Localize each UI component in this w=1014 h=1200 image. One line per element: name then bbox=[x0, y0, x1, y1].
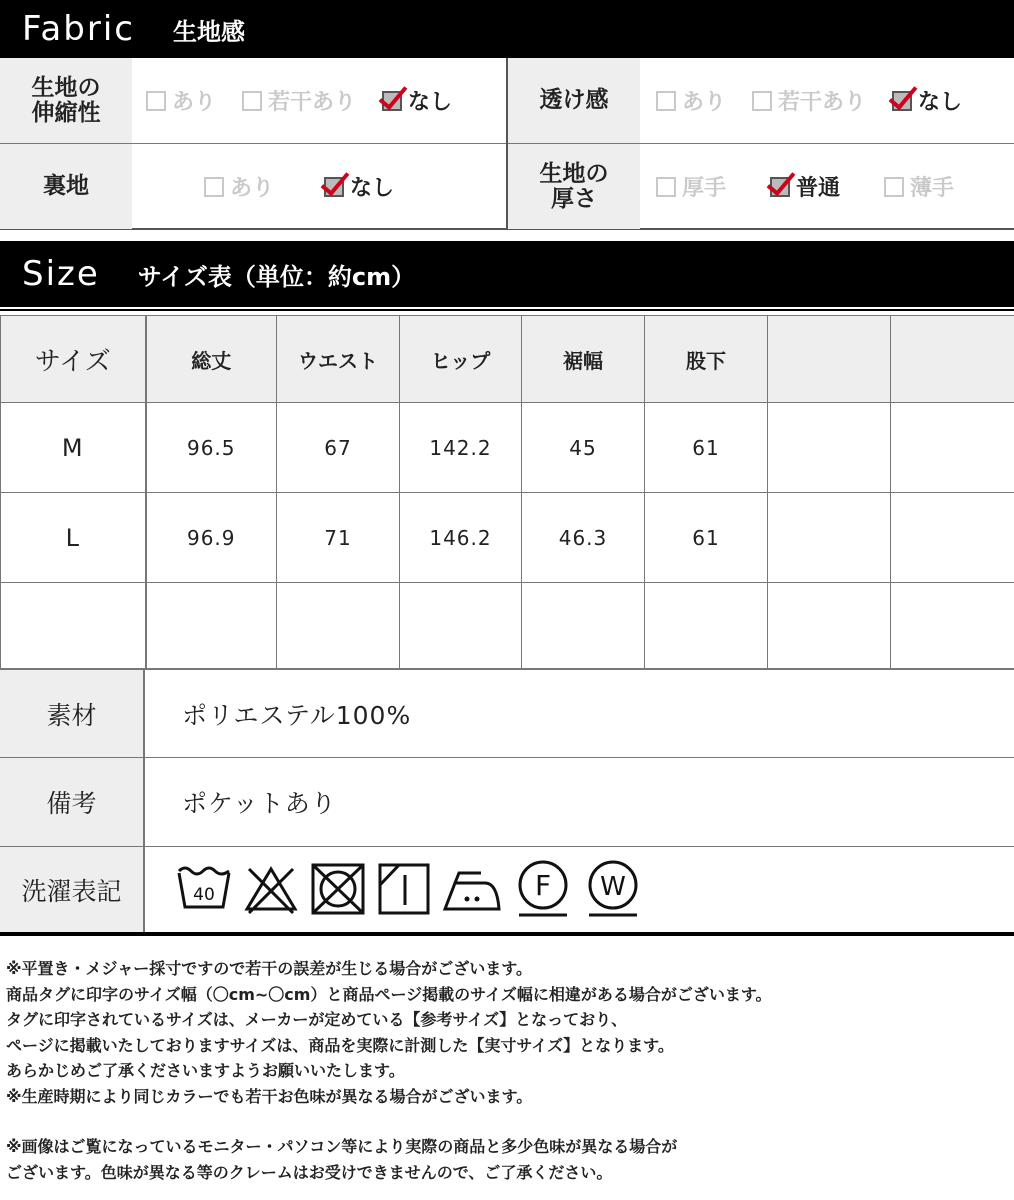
checked-box-icon bbox=[892, 91, 912, 111]
iron-medium-icon bbox=[441, 861, 503, 917]
note-line: あらかじめご了承くださいますようお願いいたします。 bbox=[6, 1061, 405, 1080]
checkbox-icon bbox=[656, 91, 676, 111]
thickness-option-3 bbox=[884, 171, 954, 202]
fabric-title-jp: 生地感 bbox=[172, 17, 245, 46]
size-value-cell: 45 bbox=[522, 403, 645, 493]
lining-option-2 bbox=[324, 171, 394, 202]
note-line: タグに印字されているサイズは、メーカーが定めている【参考サイズ】となっており、 bbox=[6, 1010, 628, 1029]
material-row bbox=[0, 668, 1014, 757]
size-header-cell: ウエスト bbox=[277, 316, 400, 403]
sheer-option-label: なし bbox=[918, 90, 963, 115]
table-row bbox=[1, 493, 1014, 583]
thickness-options bbox=[656, 144, 954, 229]
checkbox-icon bbox=[656, 177, 676, 197]
checkbox-icon bbox=[242, 91, 262, 111]
remarks-label: 備考 bbox=[0, 758, 145, 846]
size-value-cell bbox=[891, 403, 1014, 493]
size-value-cell: 67 bbox=[277, 403, 400, 493]
note-line: ございます。色味が異なる等のクレームはお受けできませんので、ご了承ください。 bbox=[6, 1162, 613, 1182]
lining-option-label: あり bbox=[230, 176, 275, 201]
size-header-cell: サイズ bbox=[1, 316, 146, 403]
stretch-label: 生地の 伸縮性 bbox=[0, 58, 132, 143]
checked-box-icon bbox=[324, 177, 344, 197]
remarks-row bbox=[0, 757, 1014, 846]
fabric-header bbox=[0, 0, 1014, 58]
lining-option-1 bbox=[204, 171, 274, 202]
size-value-cell bbox=[645, 583, 768, 670]
size-name-cell bbox=[1, 583, 146, 670]
thickness-option-label: 普通 bbox=[796, 176, 841, 201]
stretch-option-1 bbox=[146, 85, 216, 116]
lining-label: 裏地 bbox=[0, 144, 132, 229]
size-value-cell: 96.5 bbox=[146, 403, 277, 493]
material-value: ポリエステル100% bbox=[182, 700, 412, 730]
svg-text:W: W bbox=[600, 872, 626, 902]
stretch-option-label: あり bbox=[172, 90, 217, 115]
note-line: 商品タグに印字のサイズ幅（〇cm~〇cm）と商品ページ掲載のサイズ幅に相違がある場合がございます。 bbox=[6, 984, 772, 1004]
care-label: 洗濯表記 bbox=[0, 847, 145, 932]
size-header-cell bbox=[768, 316, 891, 403]
size-header-cell: 股下 bbox=[645, 316, 768, 403]
thickness-option-label: 厚手 bbox=[682, 176, 727, 201]
size-value-cell: 96.9 bbox=[146, 493, 277, 583]
svg-text:F: F bbox=[534, 869, 552, 902]
size-value-cell: 71 bbox=[277, 493, 400, 583]
size-value-cell bbox=[768, 493, 891, 583]
size-name-cell: M bbox=[1, 403, 146, 493]
line-dry-shade-icon bbox=[377, 861, 431, 917]
size-header-cell: 総丈 bbox=[146, 316, 277, 403]
lining-option-label: なし bbox=[350, 176, 395, 201]
care-icons bbox=[175, 859, 643, 919]
table-row bbox=[1, 403, 1014, 493]
wash-temp: 40 bbox=[193, 885, 215, 905]
stretch-option-2 bbox=[242, 85, 356, 116]
remarks-value: ポケットあり bbox=[182, 789, 337, 818]
size-value-cell bbox=[522, 583, 645, 670]
fabric-title-en: Fabric bbox=[22, 9, 135, 49]
size-value-cell: 146.2 bbox=[400, 493, 522, 583]
note-line: ※平置き・メジャー採寸ですので若干の誤差が生じる場合がございます。 bbox=[6, 959, 532, 978]
size-header-cell: 裾幅 bbox=[522, 316, 645, 403]
checked-box-icon bbox=[382, 91, 402, 111]
stretch-option-3 bbox=[382, 85, 452, 116]
fabric-grid bbox=[0, 58, 1014, 230]
sheer-option-label: 若干あり bbox=[778, 90, 867, 115]
size-title-en: Size bbox=[22, 254, 100, 294]
size-header-cell bbox=[891, 316, 1014, 403]
size-value-cell: 46.3 bbox=[522, 493, 645, 583]
size-table bbox=[0, 315, 1014, 670]
checkbox-icon bbox=[204, 177, 224, 197]
thickness-option-2 bbox=[770, 171, 840, 202]
sheer-label: 透け感 bbox=[508, 58, 640, 143]
size-header bbox=[0, 241, 1014, 311]
checkbox-icon bbox=[884, 177, 904, 197]
size-value-cell bbox=[891, 493, 1014, 583]
sheer-option-label: あり bbox=[682, 90, 727, 115]
care-row bbox=[0, 846, 1014, 936]
size-value-cell bbox=[400, 583, 522, 670]
size-value-cell bbox=[768, 583, 891, 670]
size-value-cell bbox=[891, 583, 1014, 670]
no-bleach-icon bbox=[243, 861, 299, 917]
sheer-option-1 bbox=[656, 85, 726, 116]
stretch-options bbox=[146, 58, 452, 143]
sheer-options bbox=[656, 58, 962, 143]
wet-clean-w-icon bbox=[583, 859, 643, 919]
disclaimer-notes bbox=[6, 956, 1006, 1185]
note-line: ※生産時期により同じカラーでも若干お色味が異なる場合がございます。 bbox=[6, 1086, 533, 1106]
checkbox-icon bbox=[146, 91, 166, 111]
fabric-row-1 bbox=[0, 58, 1014, 144]
size-header-cell: ヒップ bbox=[400, 316, 522, 403]
size-value-cell: 61 bbox=[645, 403, 768, 493]
wash-40-icon bbox=[175, 861, 233, 917]
size-value-cell: 61 bbox=[645, 493, 768, 583]
dry-clean-f-icon bbox=[513, 859, 573, 919]
stretch-option-label: なし bbox=[408, 90, 453, 115]
thickness-option-1 bbox=[656, 171, 726, 202]
stretch-option-label: 若干あり bbox=[268, 90, 357, 115]
note-line: ※画像はご覧になっているモニター・パソコン等により実際の商品と多少色味が異なる場合が bbox=[6, 1137, 678, 1156]
note-line bbox=[6, 1109, 1006, 1134]
size-value-cell bbox=[146, 583, 277, 670]
fabric-row-2 bbox=[0, 144, 1014, 230]
sheer-option-2 bbox=[752, 85, 866, 116]
thickness-label: 生地の 厚さ bbox=[508, 144, 640, 229]
no-tumble-dry-icon bbox=[309, 861, 367, 917]
material-label: 素材 bbox=[0, 670, 145, 757]
note-line: ページに掲載いたしておりますサイズは、商品を実際に計測した【実寸サイズ】となります。 bbox=[6, 1035, 674, 1055]
size-title-jp: サイズ表（単位：約cm） bbox=[137, 262, 416, 291]
sheer-option-3 bbox=[892, 85, 962, 116]
table-row bbox=[1, 583, 1014, 670]
size-value-cell: 142.2 bbox=[400, 403, 522, 493]
lining-options bbox=[204, 144, 394, 229]
thickness-option-label: 薄手 bbox=[910, 176, 955, 201]
size-name-cell: L bbox=[1, 493, 146, 583]
checkbox-icon bbox=[752, 91, 772, 111]
size-value-cell bbox=[768, 403, 891, 493]
checked-box-icon bbox=[770, 177, 790, 197]
size-header-row bbox=[1, 316, 1014, 403]
size-value-cell bbox=[277, 583, 400, 670]
